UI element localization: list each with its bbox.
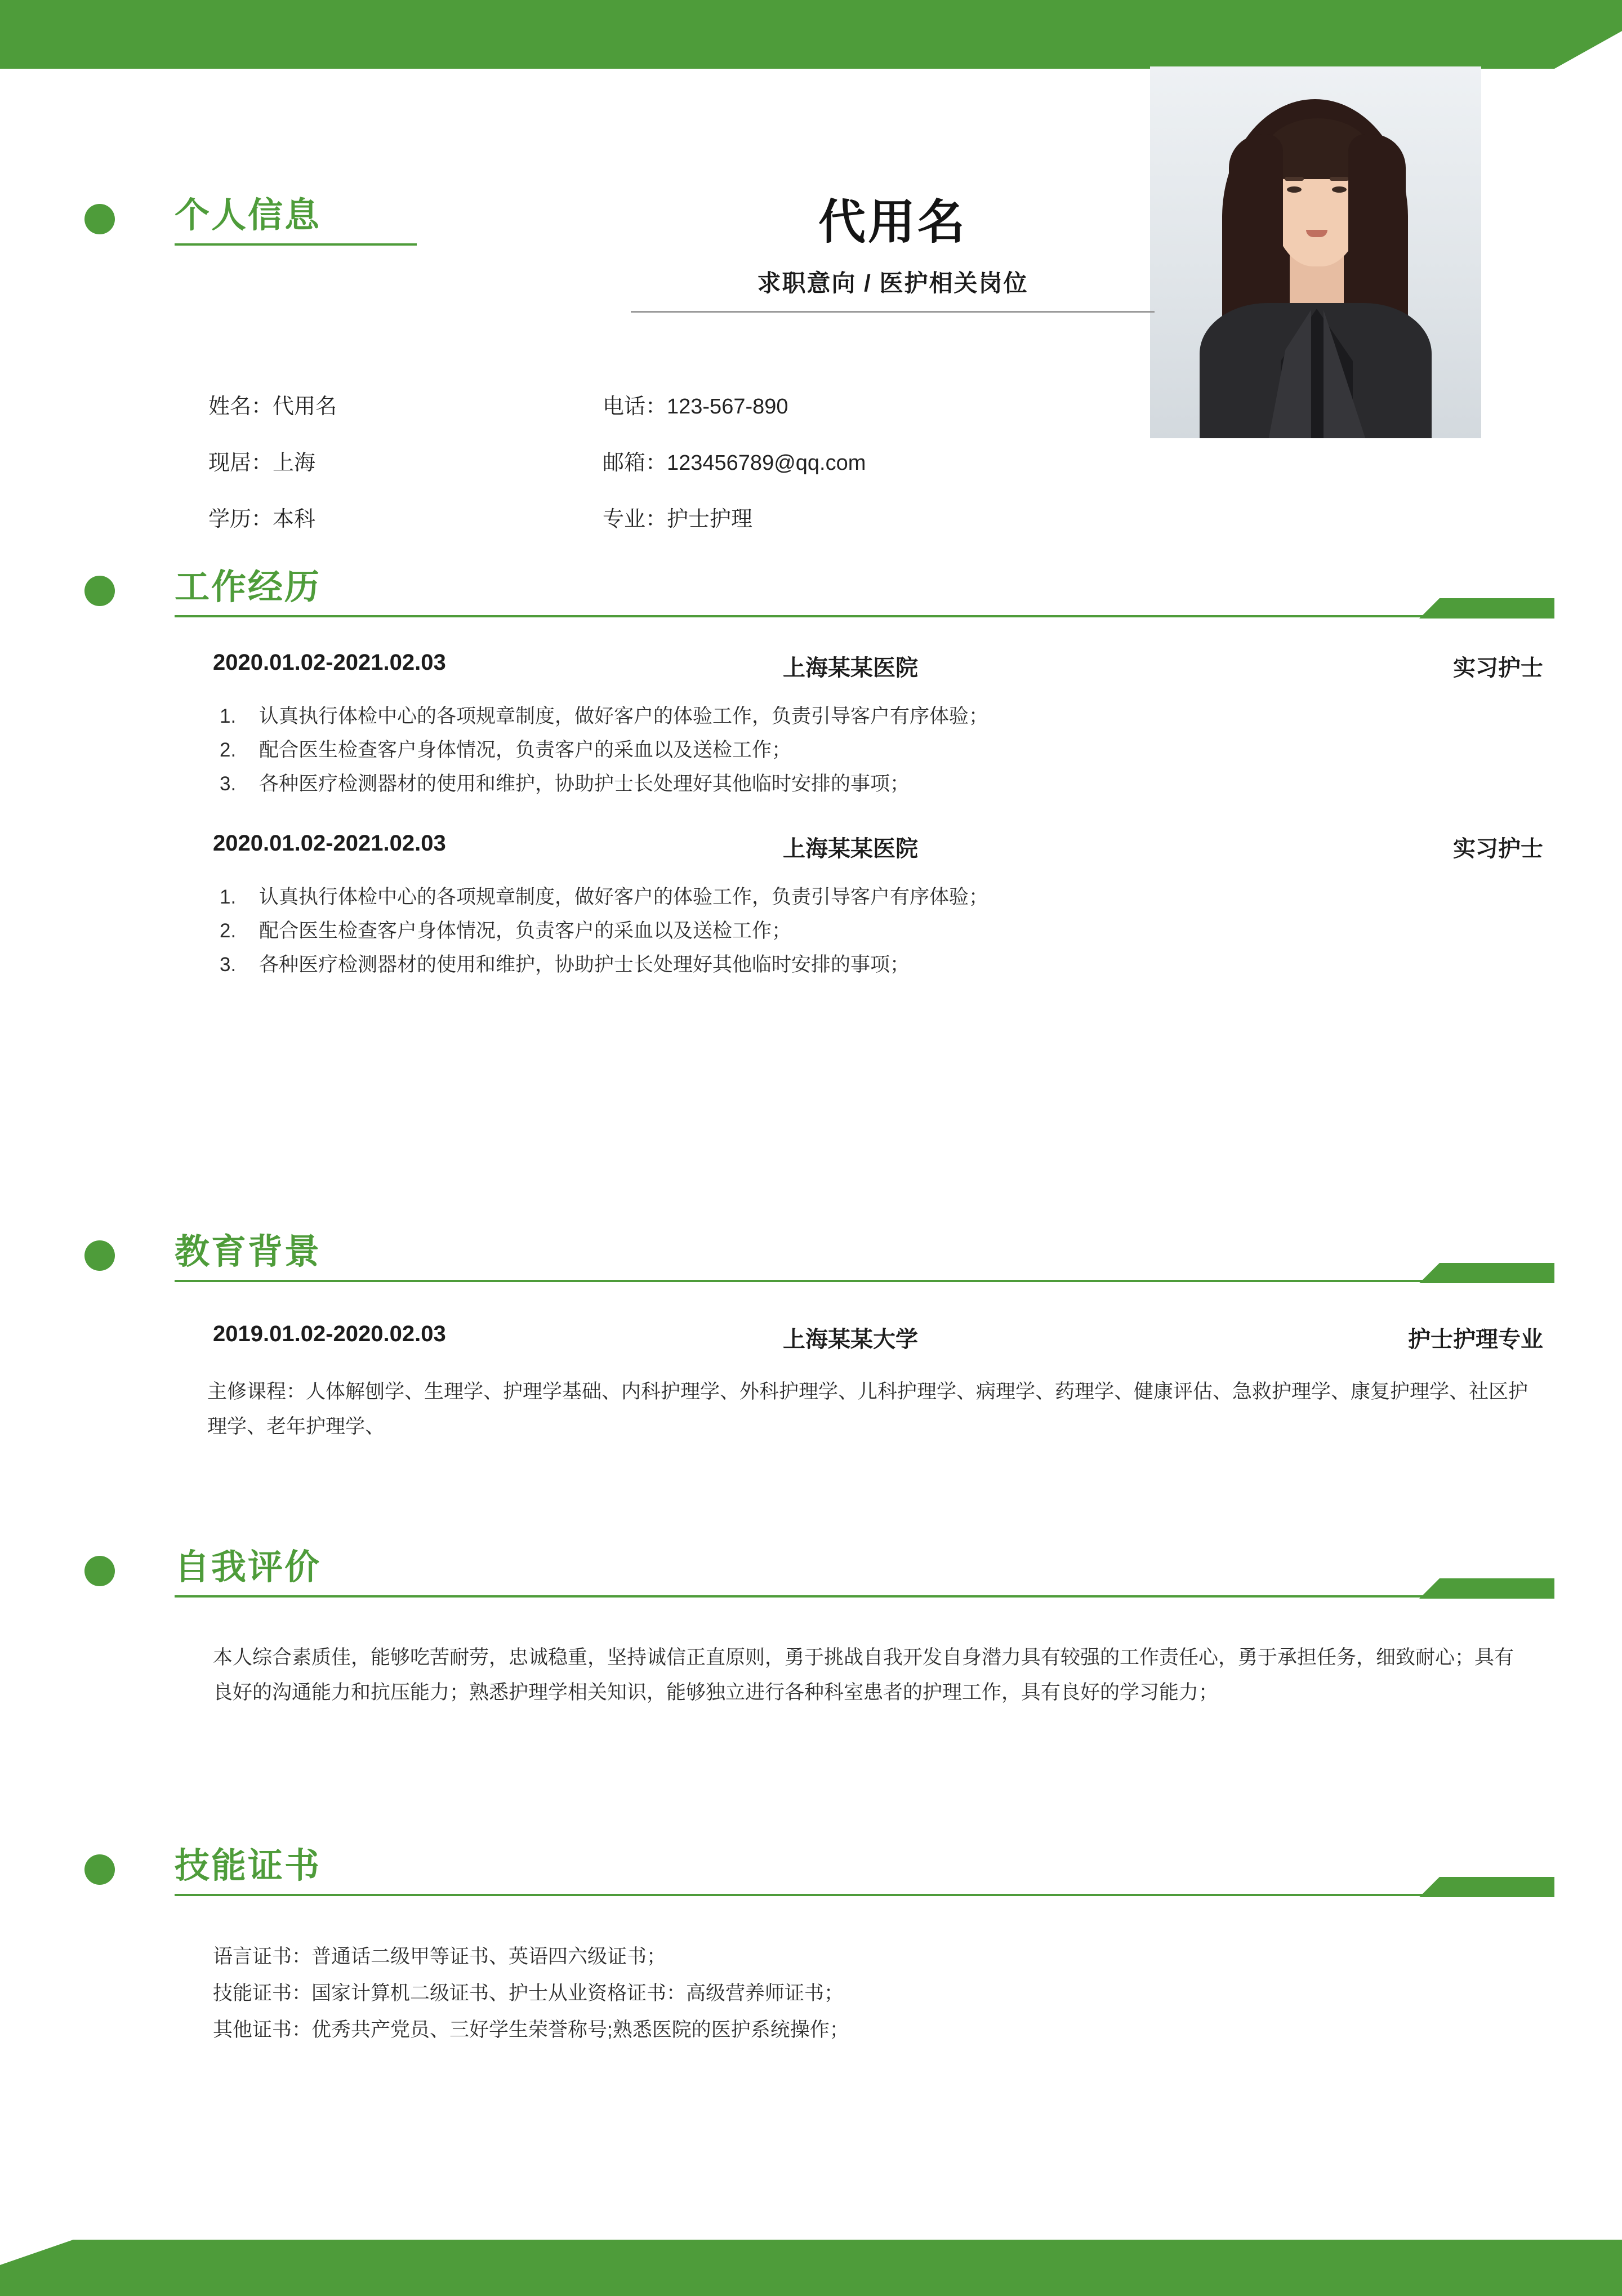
bullet-number: 1. — [220, 886, 237, 908]
candidate-name: 代用名 — [818, 195, 967, 248]
education-major: 护士护理专业 — [1408, 1327, 1543, 1352]
bullet-number: 2. — [220, 739, 237, 762]
bullet-text: 各种医疗检测器材的使用和维护，协助护士长处理好其他临时安排的事项； — [259, 953, 910, 976]
section-flag-skills — [1419, 1877, 1554, 1897]
bullet-text: 认真执行体检中心的各项规章制度，做好客户的体验工作，负责引导客户有序体验； — [259, 705, 989, 727]
section-header-education — [0, 1228, 1622, 1287]
section-personal-info — [0, 192, 1622, 250]
section-header-personal — [0, 192, 1622, 250]
education-entry-header — [0, 1321, 1622, 1361]
section-flag-work — [1419, 598, 1554, 619]
list-item — [0, 700, 1622, 733]
personal-info-grid — [208, 389, 1087, 558]
info-field-phone: 电话：123-567-890 — [603, 395, 788, 419]
info-field-degree: 学历：本科 — [208, 508, 316, 531]
section-title-work: 工作经历 — [175, 568, 322, 607]
bullet-dot-icon — [84, 1556, 115, 1586]
section-rule-personal — [175, 243, 417, 246]
section-flag-education — [1419, 1263, 1554, 1283]
info-field-email: 邮箱：123456789@qq.com — [603, 451, 866, 475]
education-courses: 主修课程：人体解刨学、生理学、护理学基础、内科护理学、外科护理学、儿科护理学、病理学、药理学、健康评估、急救护理学、康复护理学、社区护理学、老年护理学、 — [207, 1381, 1529, 1438]
education-entry — [0, 1321, 1622, 1445]
section-header-self — [0, 1543, 1622, 1602]
section-rule-work — [175, 615, 1442, 617]
section-rule-self — [175, 1595, 1442, 1598]
self-evaluation-text: 本人综合素质佳，能够吃苦耐劳，忠诚稳重，坚持诚信正直原则，勇于挑战自我开发自身潜力具有较强的工作责任心，勇于承担任务，细致耐心；具有良好的沟通能力和抗压能力；熟悉护理学相关知识，能够独立进行各种科室患者的护理工作，具有良好的学习能力； — [213, 1647, 1514, 1704]
certificate-line-language: 语言证书：普通话二级甲等证书、英语四六级证书； — [213, 1946, 667, 1968]
work-entry-role: 实习护士 — [1453, 836, 1543, 861]
job-intent: 求职意向 / 医护相关岗位 — [757, 270, 1028, 296]
work-entry-date: 2020.01.02-2021.02.03 — [213, 650, 446, 675]
bottom-decorative-banner — [0, 2240, 1622, 2296]
bullet-dot-icon — [84, 1854, 115, 1885]
header-divider — [631, 311, 1155, 313]
bullet-text: 配合医生检查客户身体情况，负责客户的采血以及送检工作； — [259, 739, 792, 762]
work-entry-org: 上海某某医院 — [783, 656, 918, 680]
section-header-work — [0, 563, 1622, 622]
work-entry-bullets — [0, 880, 1622, 982]
education-date: 2019.01.02-2020.02.03 — [213, 1321, 446, 1346]
certificate-list — [0, 1939, 1622, 2048]
section-title-education: 教育背景 — [175, 1232, 322, 1271]
education-school: 上海某某大学 — [783, 1327, 918, 1352]
portrait-eyebrow-right — [1330, 177, 1349, 181]
section-self-evaluation — [0, 1543, 1622, 1711]
work-entry-2 — [0, 831, 1622, 982]
work-entry-org: 上海某某医院 — [783, 836, 918, 861]
list-item — [0, 767, 1622, 801]
list-item — [0, 948, 1622, 982]
certificate-line-skill: 技能证书：国家计算机二级证书、护士从业资格证书：高级营养师证书； — [213, 1982, 844, 2004]
work-entry-bullets — [0, 700, 1622, 802]
bullet-number: 2. — [220, 919, 237, 942]
info-row — [208, 389, 1087, 420]
bullet-text: 各种医疗检测器材的使用和维护，协助护士长处理好其他临时安排的事项； — [259, 773, 910, 795]
work-entry-1 — [0, 650, 1622, 802]
work-entry-date: 2020.01.02-2021.02.03 — [213, 830, 446, 856]
bullet-dot-icon — [84, 204, 115, 234]
section-rule-education — [175, 1280, 1442, 1282]
section-header-skills — [0, 1842, 1622, 1901]
certificate-line-other: 其他证书：优秀共产党员、三好学生荣誉称号;熟悉医院的医护系统操作； — [213, 2018, 849, 2041]
section-skills-certificates — [0, 1842, 1622, 2048]
section-work-experience — [0, 563, 1622, 982]
section-title-skills: 技能证书 — [175, 1846, 322, 1885]
list-item — [0, 914, 1622, 948]
info-field-name: 姓名：代用名 — [208, 395, 337, 419]
work-entry-header — [0, 831, 1622, 870]
info-field-city: 现居：上海 — [208, 451, 316, 475]
section-education — [0, 1228, 1622, 1445]
info-row — [208, 445, 1087, 476]
portrait-photo — [1150, 66, 1481, 438]
bullet-number: 3. — [220, 953, 237, 976]
section-rule-skills — [175, 1894, 1442, 1896]
info-row — [208, 501, 1087, 532]
bullet-text: 认真执行体检中心的各项规章制度，做好客户的体验工作，负责引导客户有序体验； — [259, 886, 989, 908]
bullet-dot-icon — [84, 1240, 115, 1271]
section-title-personal: 个人信息 — [175, 196, 322, 235]
bullet-dot-icon — [84, 576, 115, 606]
bullet-text: 配合医生检查客户身体情况，负责客户的采血以及送检工作； — [259, 919, 792, 942]
bullet-number: 3. — [220, 773, 237, 795]
list-item — [0, 880, 1622, 914]
bullet-number: 1. — [220, 705, 237, 727]
section-title-self: 自我评价 — [175, 1548, 322, 1587]
work-entry-header — [0, 650, 1622, 689]
portrait-eyebrow-left — [1285, 177, 1304, 181]
list-item — [0, 733, 1622, 767]
section-flag-self — [1419, 1578, 1554, 1599]
info-field-major: 专业：护士护理 — [603, 508, 753, 531]
work-entry-role: 实习护士 — [1453, 656, 1543, 680]
